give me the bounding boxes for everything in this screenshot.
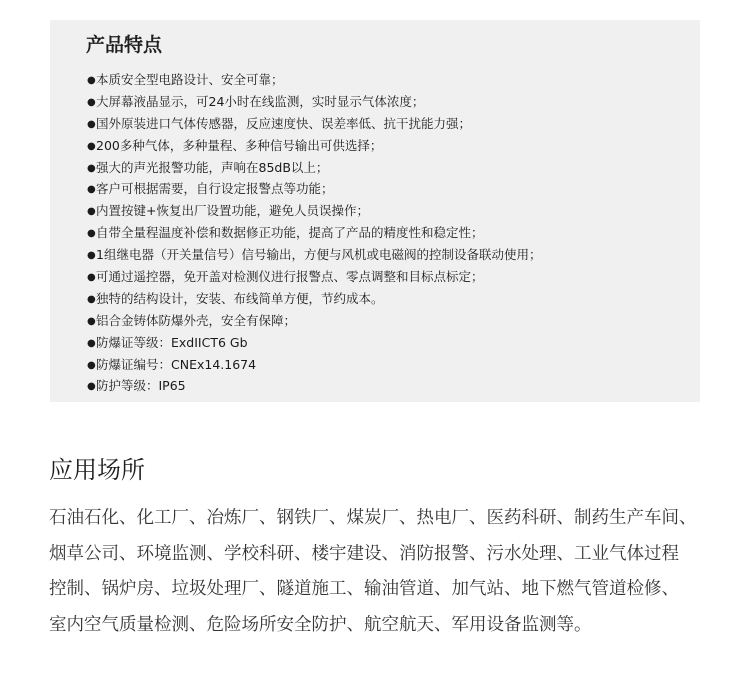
bullet-icon: ● <box>87 359 96 371</box>
feature-item <box>87 244 541 266</box>
feature-item <box>87 113 541 135</box>
bullet-icon: ● <box>87 75 96 86</box>
feature-item <box>87 354 541 376</box>
feature-item <box>87 200 541 222</box>
feature-item-text: 内置按键+恢复出厂设置功能，避免人员误操作； <box>96 203 369 219</box>
feature-item <box>87 157 541 179</box>
product-features-panel <box>50 20 700 402</box>
applications-title: 应用场所 <box>49 456 145 484</box>
feature-item <box>87 69 541 91</box>
feature-item-text: 大屏幕液晶显示，可24小时在线监测，实时显示气体浓度； <box>96 93 425 109</box>
product-features-list <box>87 69 541 397</box>
applications-line: 石油石化、化工厂、冶炼厂、钢铁厂、煤炭厂、热电厂、医药科研、制药生产车间、 <box>49 508 697 528</box>
feature-item-text: 可通过遥控器，免开盖对检测仪进行报警点、零点调整和目标点标定； <box>96 269 484 285</box>
feature-item <box>87 135 541 157</box>
applications-paragraph <box>49 501 719 643</box>
bullet-icon: ● <box>87 184 96 196</box>
feature-item-text: 200多种气体，多种量程、多种信号输出可供选择； <box>96 137 383 153</box>
feature-item-text: 独特的结构设计，安装、布线简单方便，节约成本。 <box>96 290 384 306</box>
feature-item-text: 国外原装进口气体传感器，反应速度快、误差率低、抗干扰能力强； <box>96 115 472 131</box>
feature-item <box>87 375 541 397</box>
feature-item-text: 1组继电器（开关量信号）信号输出，方便与风机或电磁阀的控制设备联动使用； <box>96 247 542 263</box>
bullet-icon: ● <box>87 96 96 108</box>
bullet-icon: ● <box>87 272 96 284</box>
product-features-title: 产品特点 <box>86 34 163 56</box>
feature-item <box>87 310 541 332</box>
bullet-icon: ● <box>87 228 96 240</box>
feature-item-text: 本质安全型电路设计、安全可靠； <box>96 72 284 87</box>
bullet-icon: ● <box>87 293 96 305</box>
bullet-icon: ● <box>87 381 96 393</box>
feature-item-text: 强大的声光报警功能，声响在85dB以上； <box>96 159 329 175</box>
feature-item <box>87 91 541 113</box>
bullet-icon: ● <box>87 337 96 349</box>
bullet-icon: ● <box>87 140 96 152</box>
applications-line: 烟草公司、环境监测、学校科研、楼宇建设、消防报警、污水处理、工业气体过程 <box>49 543 679 564</box>
bullet-icon: ● <box>87 250 96 262</box>
bullet-icon: ● <box>87 206 96 218</box>
feature-item-text: 防爆证编号：CNEx14.1674 <box>96 356 257 372</box>
feature-item-text: 防护等级：IP65 <box>96 378 186 394</box>
feature-item <box>87 266 541 288</box>
feature-item-text: 防爆证等级：ExdIICT6 Gb <box>96 334 248 350</box>
feature-item <box>87 288 541 310</box>
feature-item <box>87 222 541 244</box>
applications-line: 控制、锅炉房、垃圾处理厂、隧道施工、输油管道、加气站、地下燃气管道检修、 <box>49 579 679 599</box>
bullet-icon: ● <box>87 118 96 130</box>
feature-item <box>87 332 541 354</box>
bullet-icon: ● <box>87 162 96 174</box>
feature-item-text: 铝合金铸体防爆外壳，安全有保障； <box>96 312 297 328</box>
feature-item-text: 自带全量程温度补偿和数据修正功能，提高了产品的精度性和稳定性； <box>96 225 484 241</box>
applications-line: 室内空气质量检测、危险场所安全防护、航空航天、军用设备监测等。 <box>49 614 592 635</box>
feature-item <box>87 178 541 200</box>
bullet-icon: ● <box>87 315 96 327</box>
feature-item-text: 客户可根据需要，自行设定报警点等功能； <box>96 181 334 197</box>
